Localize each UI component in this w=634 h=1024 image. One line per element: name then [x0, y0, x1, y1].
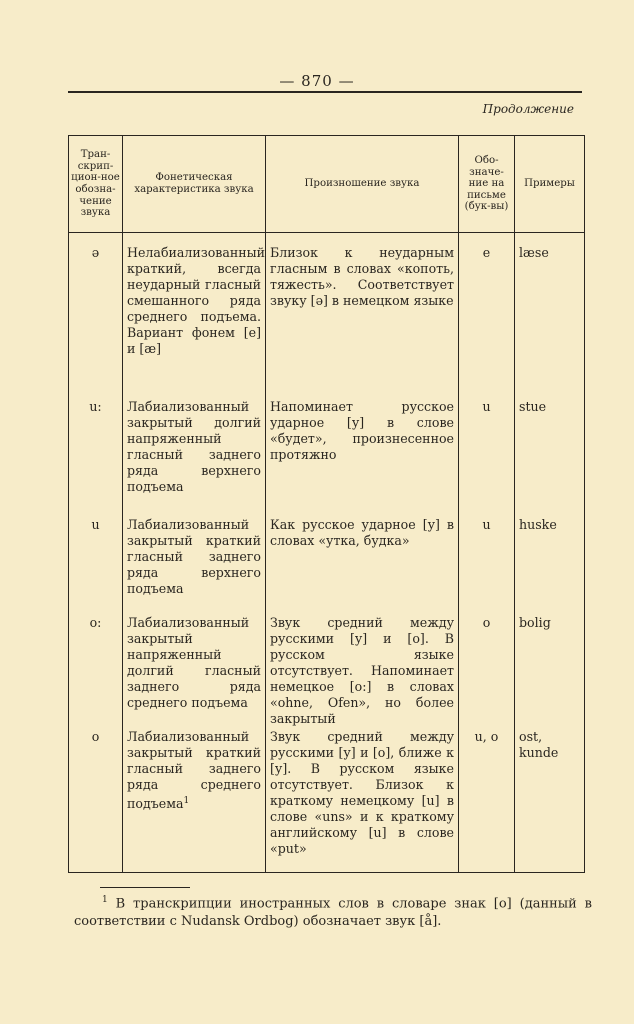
table-row	[69, 615, 585, 729]
row-characteristic: Лабиализованный закрытый краткий гласный заднего ряда верхнего подъема	[123, 517, 266, 615]
row-symbol: ə	[69, 233, 123, 399]
table-header-row	[69, 136, 585, 233]
row-letter: e	[459, 233, 515, 399]
phonetics-table	[68, 135, 585, 873]
continuation-label: Продолжение	[482, 102, 574, 116]
row-example: læse	[515, 233, 585, 399]
table-row	[69, 233, 585, 399]
header-rule	[68, 91, 582, 93]
row-characteristic: Нелабиализованный краткий, всегда неударный гласный смешанного ряда среднего подъема. Вариант фонем [e] и [æ]	[123, 233, 266, 399]
row-pronunciation: Напоминает русское ударное [у] в слове «будет», произнесенное протяжно	[266, 399, 459, 517]
row-example: ost, kunde	[515, 729, 585, 873]
row-symbol: o:	[69, 615, 123, 729]
row-characteristic: Лабиализованный закрытый долгий напряженный гласный заднего ряда верхнего подъема	[123, 399, 266, 517]
table-row	[69, 517, 585, 615]
footnote-text: В транскрипции иностранных слов в словаре знак [o] (данный в соответствии с Nudansk Ordbog) обозначает звук [å].	[74, 896, 592, 930]
row-pronunciation: Как русское ударное [у] в словах «утка, будка»	[266, 517, 459, 615]
row-letter: o	[459, 615, 515, 729]
table-row	[69, 399, 585, 517]
row-symbol: u	[69, 517, 123, 615]
table-row	[69, 729, 585, 873]
footnote-rule	[100, 887, 190, 888]
header-characteristic: Фонетическая характеристика звука	[123, 136, 266, 233]
footnote	[74, 891, 592, 931]
footnote-number: 1	[102, 895, 108, 905]
row-example: huske	[515, 517, 585, 615]
row-symbol: o	[69, 729, 123, 873]
row-pronunciation: Близок к неударным гласным в словах «копоть, тяжесть». Соответствует звуку [ə] в немецком языке	[266, 233, 459, 399]
page-number: — 870 —	[279, 72, 355, 90]
header-examples: Примеры	[515, 136, 585, 233]
row-letter: u	[459, 399, 515, 517]
row-characteristic	[123, 729, 266, 873]
row-example: stue	[515, 399, 585, 517]
row-characteristic: Лабиализованный закрытый напряженный долгий гласный заднего ряда среднего подъема	[123, 615, 266, 729]
row-example: bolig	[515, 615, 585, 729]
header-pronunciation: Произношение звука	[266, 136, 459, 233]
row-pronunciation: Звук средний между русскими [у] и [о], ближе к [у]. В русском языке отсутствует. Близок к краткому немецкому [u] в слове «uns» и к краткому английскому [u] в слове «put»	[266, 729, 459, 873]
row-characteristic-text: Лабиализованный закрытый краткий гласный заднего ряда среднего подъема	[127, 728, 261, 811]
header-letter: Обо-значе-ние на письме (бук-вы)	[459, 136, 515, 233]
row-pronunciation: Звук средний между русскими [у] и [о]. В русском языке отсутствует. Напоминает немецкое [o:] в словах «ohne, Ofen», но более закрытый	[266, 615, 459, 729]
row-letter: u	[459, 517, 515, 615]
row-symbol: u:	[69, 399, 123, 517]
header-transcription: Тран-скрип-цион-ное обозна-чение звука	[69, 136, 123, 233]
footnote-marker: 1	[183, 795, 190, 806]
row-letter: u, o	[459, 729, 515, 873]
